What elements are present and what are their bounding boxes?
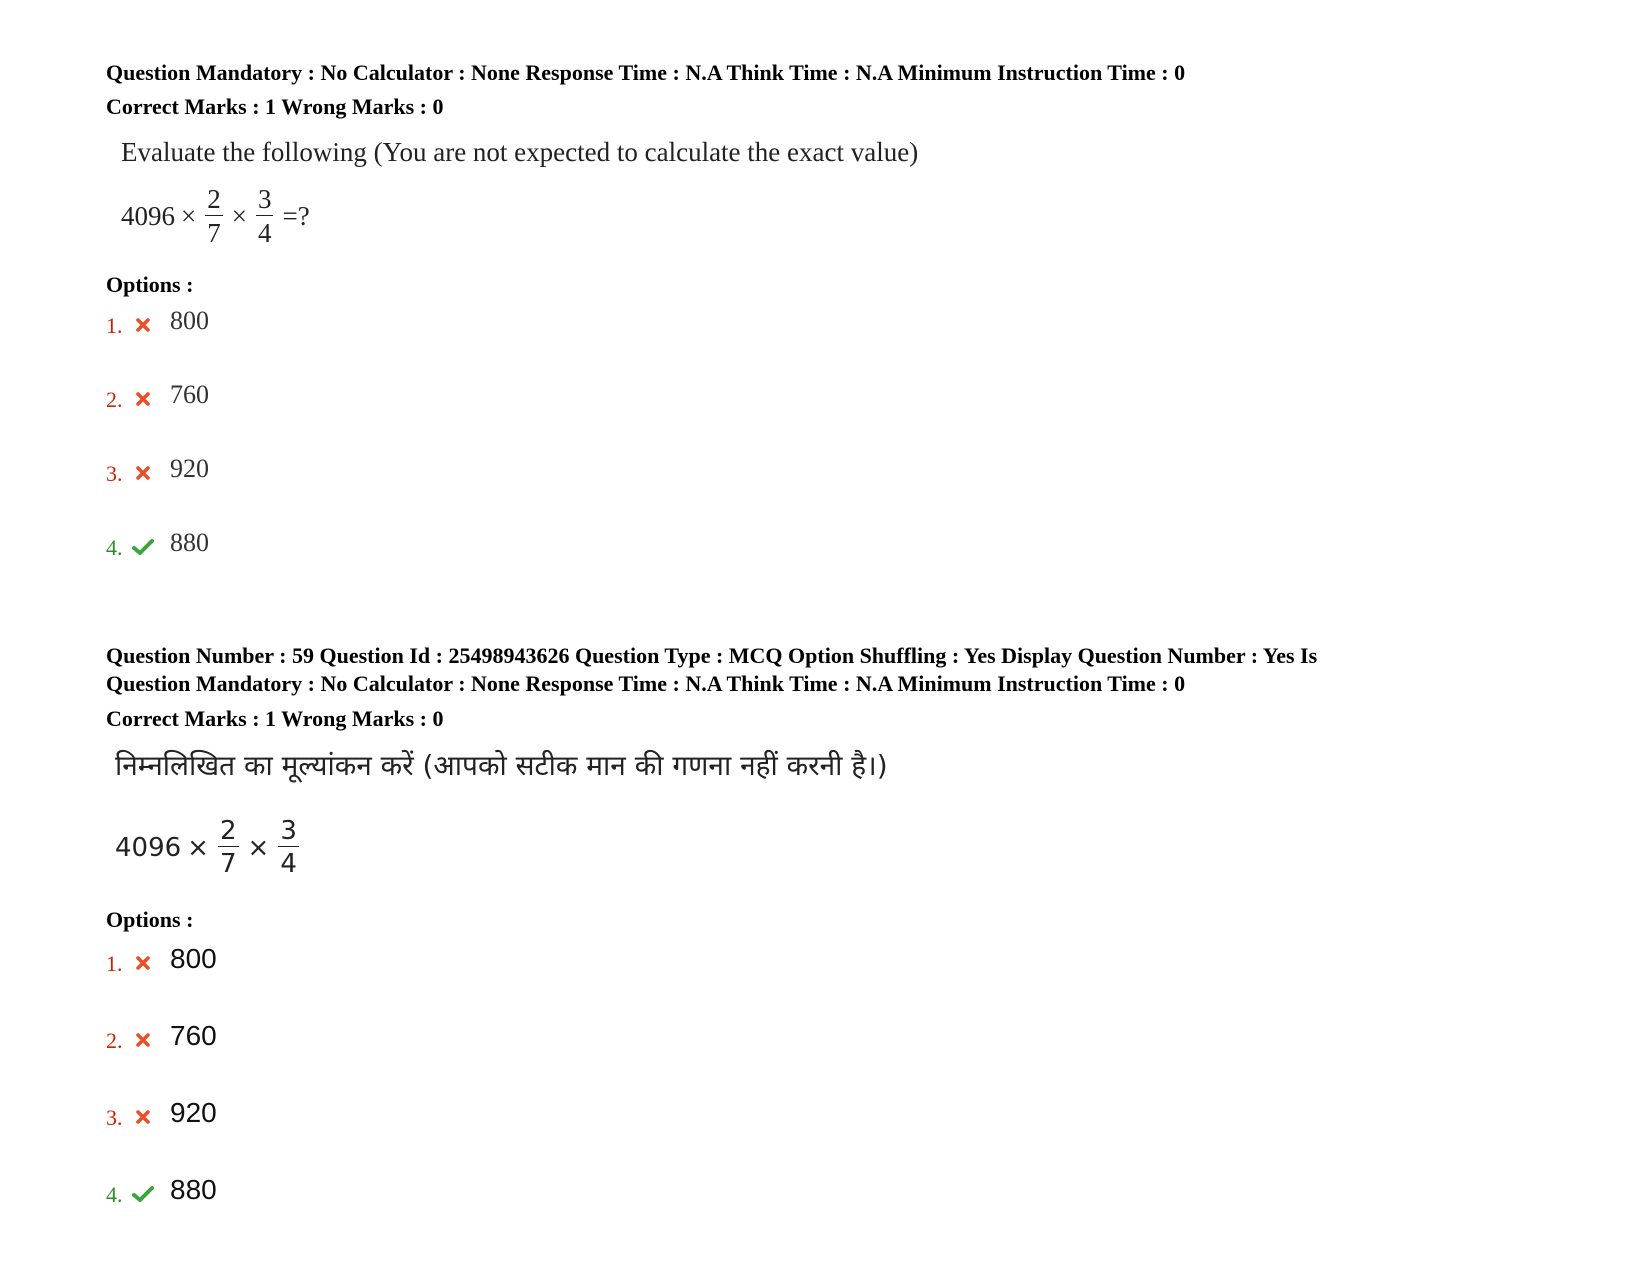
fraction-numerator: 3 bbox=[257, 184, 272, 214]
checkmark-icon bbox=[132, 1183, 154, 1205]
expr-suffix: =? bbox=[282, 201, 310, 231]
expr-fraction bbox=[278, 818, 299, 877]
expr-fraction bbox=[205, 186, 223, 247]
q58-option-4 bbox=[106, 526, 209, 560]
option-number: 2. bbox=[106, 387, 123, 412]
fraction-denominator: 4 bbox=[257, 218, 272, 248]
expr-times: × bbox=[247, 832, 270, 863]
cross-icon bbox=[132, 952, 154, 974]
q58-option-3 bbox=[106, 452, 209, 486]
fraction-numerator: 3 bbox=[280, 816, 297, 846]
option-number: 3. bbox=[106, 461, 123, 486]
q59-meta-line2: Question Mandatory : No Calculator : None Response Time : N.A Think Time : N.A Minimum Instruction Time : 0 bbox=[106, 671, 1186, 696]
fraction-denominator: 7 bbox=[219, 849, 237, 879]
option-text: 920 bbox=[170, 1097, 217, 1128]
option-text: 800 bbox=[170, 943, 217, 974]
checkmark-icon bbox=[132, 536, 154, 558]
q58-meta-line2: Correct Marks : 1 Wrong Marks : 0 bbox=[106, 94, 444, 119]
option-number: 1. bbox=[106, 951, 123, 976]
option-number: 4. bbox=[106, 535, 123, 560]
expr-fraction bbox=[218, 818, 239, 877]
cross-icon bbox=[132, 462, 154, 484]
q58-question-text: Evaluate the following (You are not expected to calculate the exact value) bbox=[121, 137, 919, 167]
fraction-numerator: 2 bbox=[219, 816, 237, 846]
q59-option-3 bbox=[106, 1096, 217, 1130]
cross-icon bbox=[132, 314, 154, 336]
q59-options-label: Options : bbox=[106, 907, 194, 932]
fraction-numerator: 2 bbox=[207, 184, 221, 214]
expr-base: 4096 bbox=[115, 832, 182, 863]
q59-option-2 bbox=[106, 1019, 217, 1053]
option-number: 3. bbox=[106, 1105, 123, 1130]
fraction-denominator: 4 bbox=[280, 849, 297, 879]
q59-option-1 bbox=[106, 942, 217, 976]
expr-times: × bbox=[231, 201, 247, 231]
q58-expression bbox=[121, 186, 310, 247]
q58-option-2 bbox=[106, 378, 209, 412]
option-number: 1. bbox=[106, 313, 123, 338]
option-text: 920 bbox=[170, 454, 209, 483]
q59-question-text: निम्नलिखित का मूल्यांकन करें (आपको सटीक मान की गणना नहीं करनी है।) bbox=[115, 749, 888, 782]
q59-meta-line1: Question Number : 59 Question Id : 25498943626 Question Type : MCQ Option Shuffling : Yes Display Question Number : Yes Is bbox=[106, 643, 1318, 668]
option-text: 760 bbox=[170, 1020, 217, 1051]
expr-times: × bbox=[187, 832, 209, 863]
q59-expression bbox=[115, 818, 302, 877]
q59-meta-line3: Correct Marks : 1 Wrong Marks : 0 bbox=[106, 706, 444, 731]
q58-meta-line1: Question Mandatory : No Calculator : None Response Time : N.A Think Time : N.A Minimum Instruction Time : 0 bbox=[106, 60, 1186, 85]
expr-fraction bbox=[256, 186, 274, 247]
option-text: 880 bbox=[170, 1174, 217, 1205]
expr-times: × bbox=[181, 201, 197, 231]
expr-base: 4096 bbox=[121, 201, 175, 231]
cross-icon bbox=[132, 1029, 154, 1051]
q58-option-1 bbox=[106, 304, 209, 338]
option-text: 760 bbox=[170, 380, 209, 409]
option-text: 800 bbox=[170, 306, 209, 335]
option-number: 4. bbox=[106, 1182, 123, 1207]
q59-option-4 bbox=[106, 1173, 217, 1207]
option-text: 880 bbox=[170, 528, 209, 557]
option-number: 2. bbox=[106, 1028, 123, 1053]
fraction-denominator: 7 bbox=[207, 218, 221, 248]
cross-icon bbox=[132, 1106, 154, 1128]
q58-options-label: Options : bbox=[106, 272, 194, 297]
cross-icon bbox=[132, 388, 154, 410]
